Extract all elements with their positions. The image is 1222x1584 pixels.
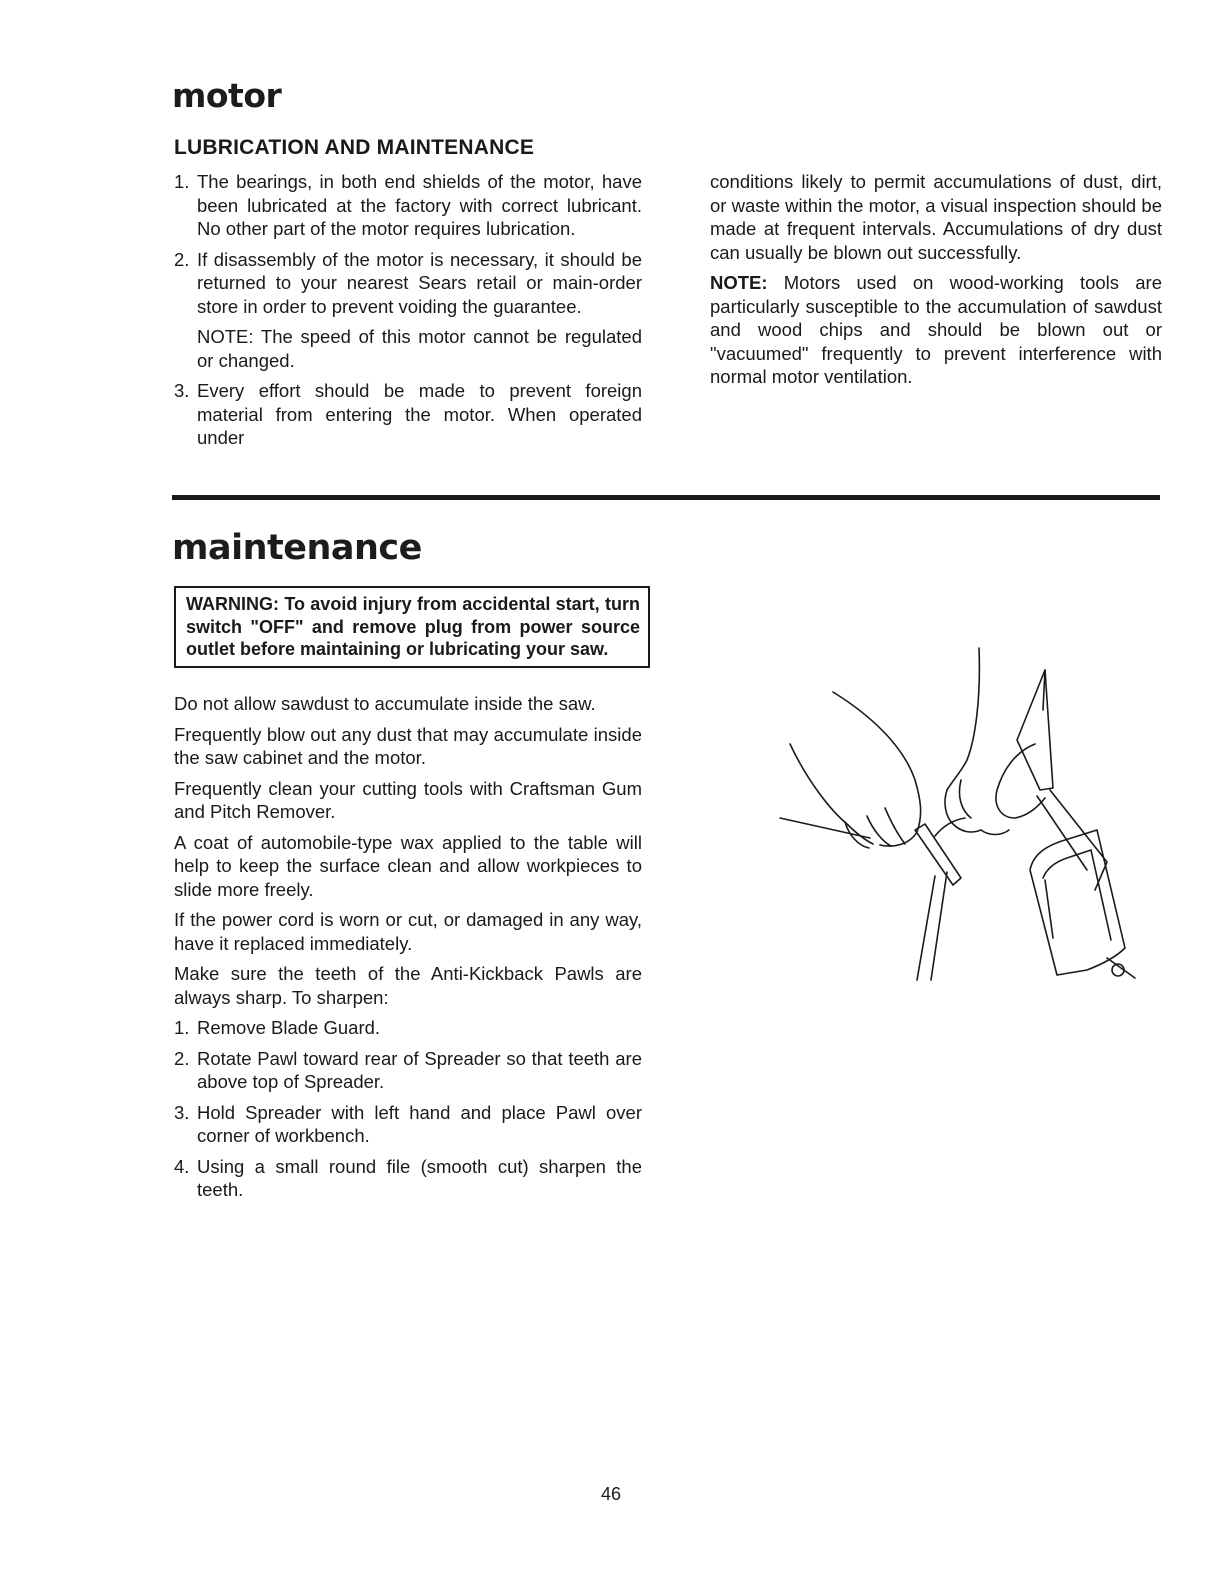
motor-note-speed — [174, 325, 642, 372]
sharpen-step-1 — [174, 1016, 642, 1040]
motor-continuation: conditions likely to permit accumulations of dust, dirt, or waste within the motor, a visual inspection should be made at frequent intervals. Accumulations of dry dust can usually be blown out successfully. — [710, 171, 1162, 263]
step-text: Using a small round file (smooth cut) sharpen the teeth. — [197, 1155, 642, 1200]
right-hand-finger — [945, 790, 981, 832]
item-text: The bearings, in both end shields of the motor, have been lubricated at the factory with correct lubricant. No other part of the motor requires lubrication. — [197, 171, 642, 239]
motor-item-1 — [174, 170, 642, 241]
right-hand-finger — [981, 830, 1009, 835]
maintenance-paragraph: Make sure the teeth of the Anti-Kickback Pawls are always sharp. To sharpen: — [174, 963, 642, 1008]
maintenance-paragraph: Frequently blow out any dust that may accumulate inside the saw cabinet and the motor. — [174, 723, 642, 768]
note-label: NOTE: — [710, 272, 768, 293]
note-label: NOTE: — [197, 326, 254, 347]
motor-note-woodworking — [710, 271, 1162, 389]
maintenance-column — [174, 692, 642, 1209]
workbench-leg-line — [917, 876, 935, 980]
item-number: 1. — [174, 171, 190, 192]
pawl-tool-body — [1030, 830, 1125, 975]
pawl-sharpening-illustration — [775, 640, 1165, 1000]
spreader-body — [1037, 796, 1087, 870]
right-hand-outline — [947, 648, 979, 790]
sharpen-step-2 — [174, 1047, 642, 1094]
maintenance-paragraph: Do not allow sawdust to accumulate inside the saw. — [174, 693, 596, 714]
page-number: 46 — [600, 1484, 622, 1504]
warning-box: WARNING: To avoid injury from accidental start, turn switch "OFF" and remove plug from power source outlet before maintaining or lubricating your saw. — [174, 586, 650, 668]
step-number: 4. — [174, 1155, 190, 1177]
maintenance-paragraph: If the power cord is worn or cut, or damaged in any way, have it replaced immediately. — [174, 909, 642, 954]
item-number: 2. — [174, 248, 190, 270]
note-text: The speed of this motor cannot be regulated or changed. — [197, 326, 642, 371]
maintenance-paragraph: Frequently clean your cutting tools with Craftsman Gum and Pitch Remover. — [174, 777, 642, 822]
left-hand-finger — [885, 808, 905, 844]
lubrication-subheading: LUBRICATION AND MAINTENANCE — [174, 136, 535, 159]
step-text: Remove Blade Guard. — [197, 1017, 381, 1038]
pawl-tool-inner — [1045, 880, 1053, 938]
spreader — [1017, 670, 1053, 790]
item-text: If disassembly of the motor is necessary, it should be returned to your nearest Sears retail or main-order store in order to prevent voiding the guarantee. — [197, 248, 642, 317]
item-text: Every effort should be made to prevent foreign material from entering the motor. When operated under — [197, 380, 642, 448]
sharpen-step-3 — [174, 1101, 642, 1148]
step-text: Hold Spreader with left hand and place Pawl over corner of workbench. — [197, 1101, 642, 1146]
step-number: 1. — [174, 1017, 190, 1038]
left-hand-finger — [867, 816, 891, 846]
section-divider — [172, 495, 1160, 500]
step-text: Rotate Pawl toward rear of Spreader so that teeth are above top of Spreader. — [197, 1047, 642, 1092]
step-number: 3. — [174, 1101, 190, 1123]
motor-item-3 — [174, 379, 642, 450]
spreader-body — [1050, 790, 1107, 890]
workbench-edge — [780, 818, 870, 838]
maintenance-paragraph: A coat of automobile-type wax applied to the table will help to keep the surface clean and allow workpieces to slide more freely. — [174, 831, 642, 900]
motor-left-column — [174, 170, 642, 457]
pawl-tool-inner — [1043, 850, 1111, 940]
note-text: Motors used on wood-working tools are particularly susceptible to the accumulation of sawdust and wood chips and should be blown out or "vacuumed" frequently to prevent interference with normal motor ventilation. — [710, 272, 1162, 387]
item-number: 3. — [174, 380, 190, 401]
right-hand-outline — [996, 744, 1045, 818]
motor-right-column — [710, 170, 1162, 396]
motor-heading: motor — [172, 76, 282, 115]
maintenance-heading: maintenance — [172, 528, 422, 568]
sharpen-step-4 — [174, 1155, 642, 1202]
right-hand-finger — [959, 780, 971, 818]
step-number: 2. — [174, 1047, 190, 1069]
motor-item-2 — [174, 248, 642, 319]
